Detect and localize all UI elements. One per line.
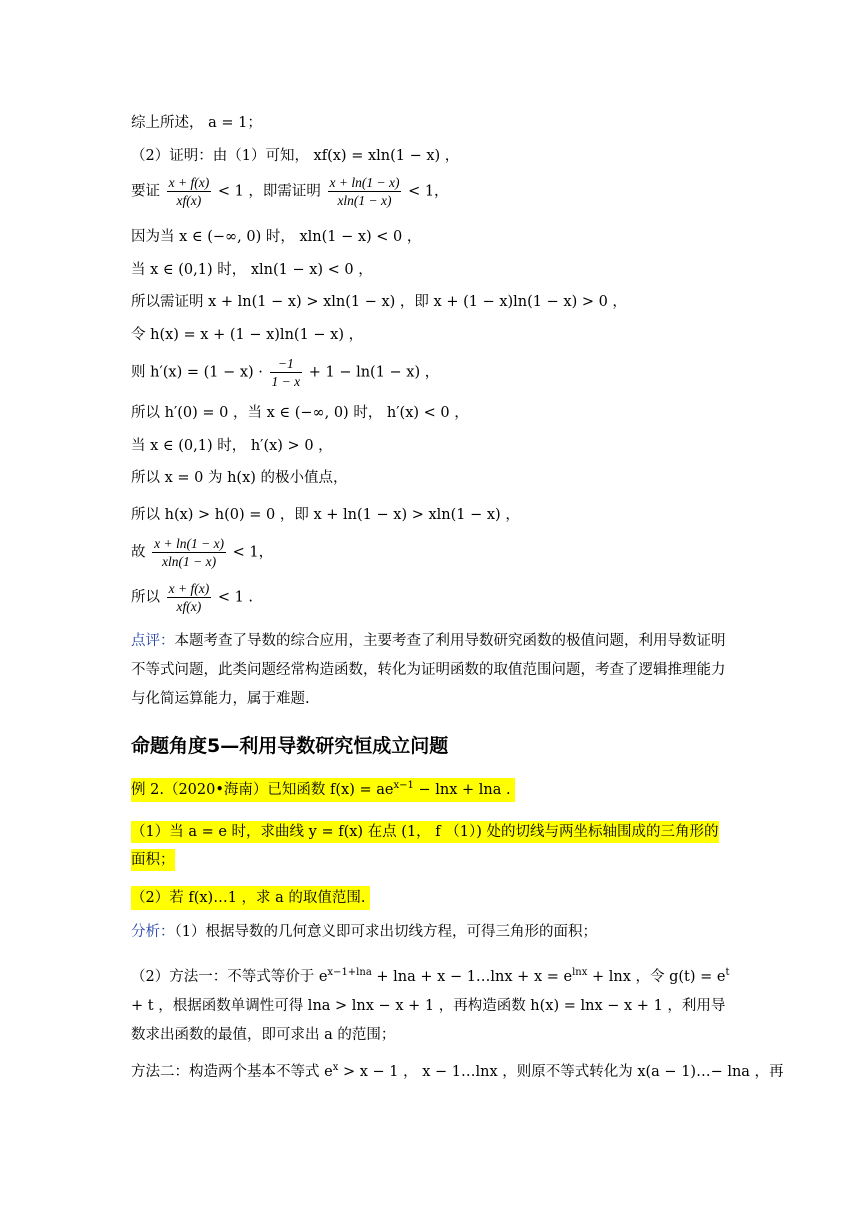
- question-1-line-a: （1）当 a = e 时，求曲线 y = f(x) 在点 (1， f （1）) 处的切线与两坐标轴围成的三角形的: [131, 821, 719, 843]
- text-less-than-one: < 1，: [232, 544, 274, 561]
- line-derivative: [131, 355, 439, 390]
- example-title-tail: − lnx + lna .: [413, 781, 511, 798]
- analysis-paragraph-3: 方法二：构造两个基本不等式 $e^x > x - 1$ ， x − 1…lnx ，则原不等式转化为 x(a − 1)…− lna ，再: [131, 1062, 784, 1080]
- line-final: [131, 580, 253, 615]
- line-pos-interval: 当 x ∈ (0,1) 时， xln(1 − x) < 0 ，: [131, 262, 373, 278]
- line-conclusion: 综上所述， a = 1；: [131, 115, 262, 131]
- line-therefore: [131, 535, 273, 570]
- question-2-text: （2）若 f(x)…1 ，求 a 的取值范围.: [131, 886, 370, 910]
- example-question-2: [131, 884, 370, 912]
- text-to-prove: 要证: [131, 183, 160, 200]
- example-question-1: [131, 818, 731, 874]
- example-title-exponent: x−1: [393, 780, 414, 791]
- fraction: $\frac{x + f(x)}{xf(x)}$: [168, 581, 210, 614]
- fraction: $\frac{x + \ln(1 - x)}{xln(1 - x)}$: [329, 175, 400, 208]
- analysis-paragraph-2: （2）方法一：不等式等价于 $e^{x-1+lna} + \ln a + x$ − 1…lnx + $x = e^{lnx} + \ln x$ ，令 $g(t) = e^t + t$ ，根据函数单调性可得 lna > lnx − x + 1 ，再构造函数 h(x) = lnx − x + 1 ，利用导数求出函数的最值，即可求出 a 的范围；: [131, 967, 730, 1043]
- line-derivative-zero: 所以 h′(0) = 0 ，当 x ∈ (−∞, 0) 时， h′(x) < 0 ，: [131, 405, 469, 421]
- analysis-line-1: [131, 922, 597, 942]
- text-less-than-one: < 1，: [408, 183, 449, 200]
- line-neg-interval: 因为当 x ∈ (−∞, 0) 时， xln(1 − x) < 0 ，: [131, 229, 422, 245]
- line-proof-start: （2）证明：由（1）可知， xf(x) = xln(1 − x) ，: [131, 148, 460, 164]
- fraction: $\frac{-1}{1 - x}$: [271, 356, 301, 389]
- section-heading: 命题角度5—利用导数研究恒成立问题: [131, 735, 449, 757]
- line-minimum-point: 所以 x = 0 为 h(x) 的极小值点，: [131, 470, 348, 486]
- line-h-positive: 所以 h(x) > h(0) = 0 ，即 x + ln(1 − x) > xln(1 − x) ，: [131, 507, 520, 523]
- comment-paragraph: [131, 627, 731, 714]
- text-therefore: 故: [131, 544, 146, 561]
- comment-label: 点评：: [131, 633, 175, 649]
- text-derivative-end: + 1 − ln(1 − x) ，: [308, 364, 440, 381]
- text-less-than-one-end: < 1 .: [217, 589, 254, 606]
- analysis-label: 分析：: [131, 924, 175, 940]
- text-so: 所以: [131, 589, 160, 606]
- example-title-text: 例 2.（2020•海南）已知函数 f(x) = ae: [131, 781, 394, 798]
- text-need-prove: < 1 ，即需证明: [217, 183, 321, 200]
- line-need-prove: 所以需证明 x + ln(1 − x) > xln(1 − x) ，即 x + (1 − x)ln(1 − x) > 0 ，: [131, 294, 627, 310]
- comment-text: 本题考查了导数的综合应用，主要考查了利用导数研究函数的极值问题，利用导数证明不等式问题，此类问题经常构造函数，转化为证明函数的取值范围问题，考查了逻辑推理能力与化简运算能力，属于难题.: [131, 633, 726, 707]
- line-derivative-positive: 当 x ∈ (0,1) 时， h′(x) > 0 ，: [131, 438, 333, 454]
- question-1-line-b: 面积；: [131, 849, 175, 871]
- example-title: [131, 772, 515, 804]
- text-derivative-start: 则 h′(x) = (1 − x) ·: [131, 364, 263, 381]
- line-to-prove: [131, 174, 449, 209]
- fraction: $\frac{x + f(x)}{xf(x)}$: [168, 175, 210, 208]
- line-define-h: 令 h(x) = x + (1 − x)ln(1 − x) ，: [131, 327, 364, 343]
- analysis-part-1: （1）根据导数的几何意义即可求出切线方程，可得三角形的面积；: [174, 924, 597, 940]
- fraction: $\frac{x + \ln(1 - x)}{xln(1 - x)}$: [154, 536, 225, 569]
